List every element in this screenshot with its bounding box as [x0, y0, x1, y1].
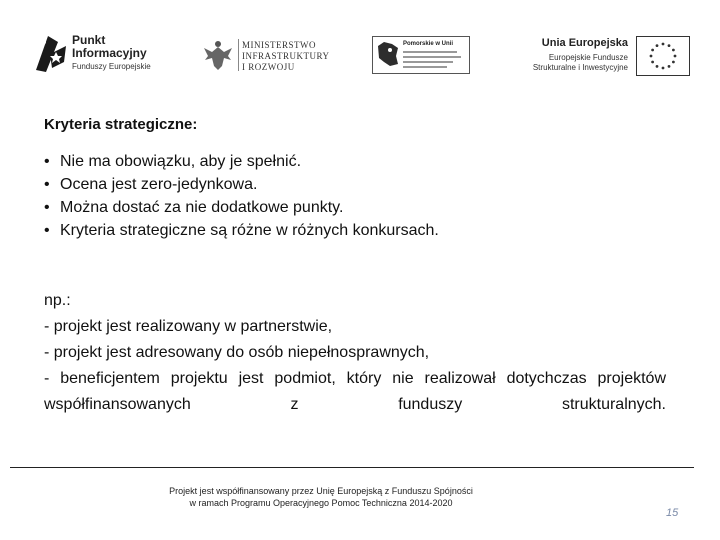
- ministerstwo-logo: [202, 36, 342, 76]
- logo-bar: [0, 22, 720, 84]
- pomorskie-fine-print-1: [403, 51, 457, 53]
- list-item: • Nie ma obowiązku, aby je spełnić.: [44, 150, 439, 173]
- eagle-emblem-icon: [202, 38, 234, 72]
- ministerstwo-line1: MINISTERSTWO: [242, 40, 316, 50]
- ue-logo-line1: Unia Europejska: [541, 37, 628, 49]
- ministerstwo-separator: [238, 39, 239, 71]
- pomorskie-map-icon: [376, 40, 400, 68]
- punkt-logo-line1: Punkt: [72, 33, 106, 47]
- examples-block: [44, 288, 666, 418]
- pomorskie-logo-title: Pomorskie w Unii: [403, 41, 454, 47]
- list-item: • Można dostać za nie dodatkowe punkty.: [44, 196, 439, 219]
- ministerstwo-line3: I ROZWOJU: [242, 62, 295, 72]
- punkt-logo-line2: Informacyjny: [72, 46, 147, 60]
- pomorskie-logo: [372, 36, 470, 74]
- unia-europejska-logo: [520, 34, 690, 78]
- page-number: 15: [666, 507, 679, 519]
- list-item: • Kryteria strategiczne są różne w różnych konkursach.: [44, 219, 439, 242]
- punkt-informacyjny-logo: [34, 30, 164, 78]
- ministerstwo-line2: INFRASTRUKTURY: [242, 51, 330, 61]
- footer-line2: w ramach Programu Operacyjnego Pomoc Techniczna 2014-2020: [189, 498, 453, 508]
- criteria-list: [44, 150, 439, 242]
- examples-intro: np.:: [44, 292, 71, 309]
- ue-logo-line3: Strukturalne i Inwestycyjne: [532, 63, 628, 72]
- list-item: • Ocena jest zero-jedynkowa.: [44, 173, 439, 196]
- punkt-logo-line3: Funduszy Europejskie: [72, 62, 151, 71]
- footer: [0, 485, 720, 509]
- example-item: - projekt jest realizowany w partnerstwie,: [44, 318, 333, 335]
- example-item: - beneficjentem projektu jest podmiot, który nie realizował dotychczas projektów współfinansowanych z funduszy strukturalnych.: [44, 370, 666, 413]
- section-heading: Kryteria strategiczne:: [44, 116, 198, 133]
- pomorskie-fine-print-4: [403, 66, 447, 68]
- example-item: - projekt jest adresowany do osób niepełnosprawnych,: [44, 344, 430, 361]
- pomorskie-fine-print-3: [403, 61, 453, 63]
- ue-logo-line2: Europejskie Fundusze: [548, 53, 628, 62]
- footer-divider: [10, 467, 694, 468]
- eu-flag-icon: [636, 36, 690, 76]
- pomorskie-fine-print-2: [403, 56, 461, 58]
- punkt-informacyjny-mark-icon: [34, 32, 68, 74]
- footer-line1: Projekt jest współfinansowany przez Unię Europejską z Funduszu Spójności: [169, 486, 473, 496]
